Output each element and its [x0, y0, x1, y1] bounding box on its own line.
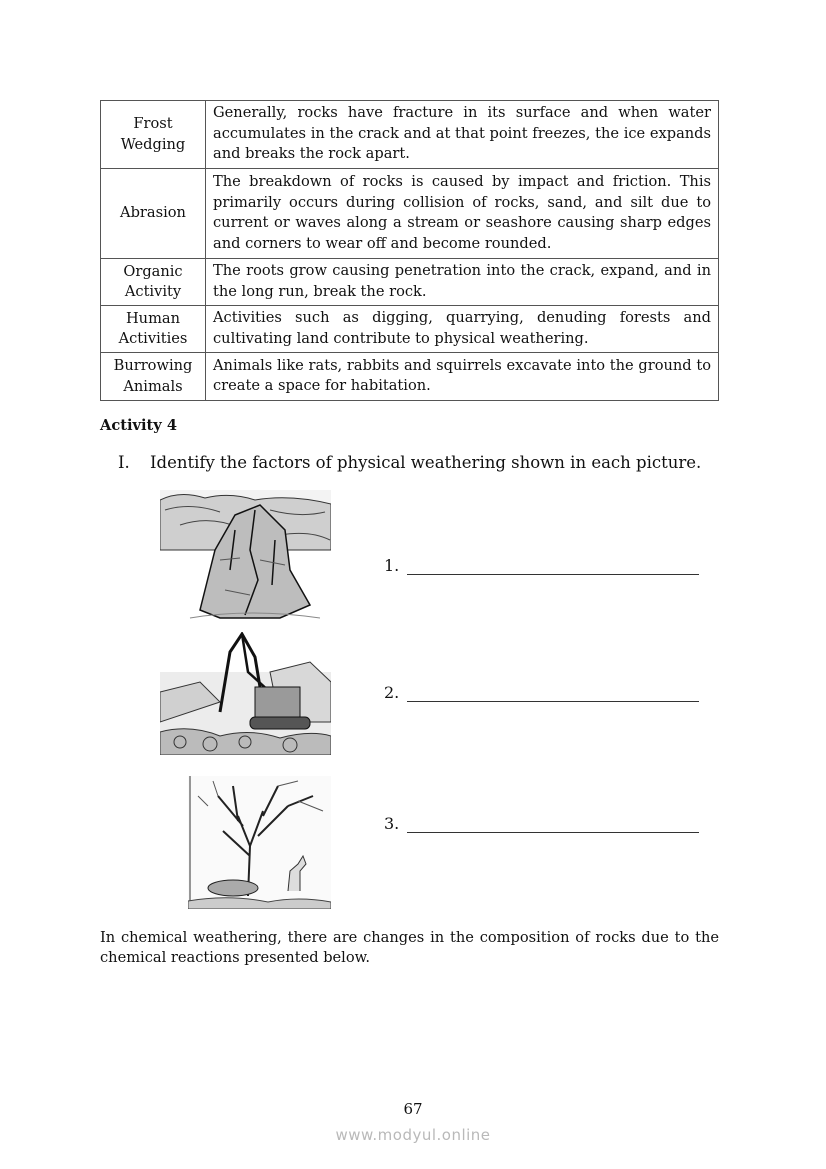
instruction-number: I.	[118, 453, 130, 472]
answer-blank-3[interactable]	[407, 818, 699, 833]
table-row	[101, 101, 719, 169]
excavator-quarrying-picture	[160, 632, 331, 755]
description-cell: Generally, rocks have fracture in its surface and when water accumulates in the crack and at that point freezes, the ice expands and breaks the rock apart.	[206, 101, 719, 169]
answer-2	[384, 683, 699, 702]
instruction-text: Identify the factors of physical weathering shown in each picture.	[150, 453, 702, 472]
description-cell: The breakdown of rocks is caused by impact and friction. This primarily occurs during collision of rocks, sand, and silt due to current or waves along a stream or seashore causing sharp edges and corners to wear off and become rounded.	[206, 169, 719, 259]
activity-heading: Activity 4	[100, 417, 177, 434]
description-cell: Activities such as digging, quarrying, denuding forests and cultivating land contribute to physical weathering.	[206, 306, 719, 353]
term-cell: Human Activities	[101, 306, 206, 353]
table-row	[101, 259, 719, 306]
description-cell: Animals like rats, rabbits and squirrels excavate into the ground to create a space for habitation.	[206, 353, 719, 401]
page-number: 67	[403, 1100, 423, 1118]
answer-number: 2.	[384, 683, 400, 702]
answer-number: 1.	[384, 556, 400, 575]
term-cell: Burrowing Animals	[101, 353, 206, 401]
table-row	[101, 169, 719, 259]
description-cell: The roots grow causing penetration into the crack, expand, and in the long run, break the rock.	[206, 259, 719, 306]
answer-number: 3.	[384, 814, 400, 833]
chemical-weathering-paragraph: In chemical weathering, there are changes in the composition of rocks due to the chemical reactions presented below.	[100, 929, 719, 966]
rock-frost-wedging-picture	[160, 490, 331, 623]
term-cell: Abrasion	[101, 169, 206, 259]
tree-animals-picture	[188, 776, 331, 909]
table-row	[101, 306, 719, 353]
physical-weathering-table	[100, 100, 719, 401]
answer-3	[384, 814, 699, 833]
table-row	[101, 353, 719, 401]
term-cell: Organic Activity	[101, 259, 206, 306]
answer-blank-2[interactable]	[407, 687, 699, 702]
answer-blank-1[interactable]	[407, 560, 699, 575]
watermark: www.modyul.online	[335, 1126, 491, 1144]
term-cell: Frost Wedging	[101, 101, 206, 169]
answer-1	[384, 556, 699, 575]
